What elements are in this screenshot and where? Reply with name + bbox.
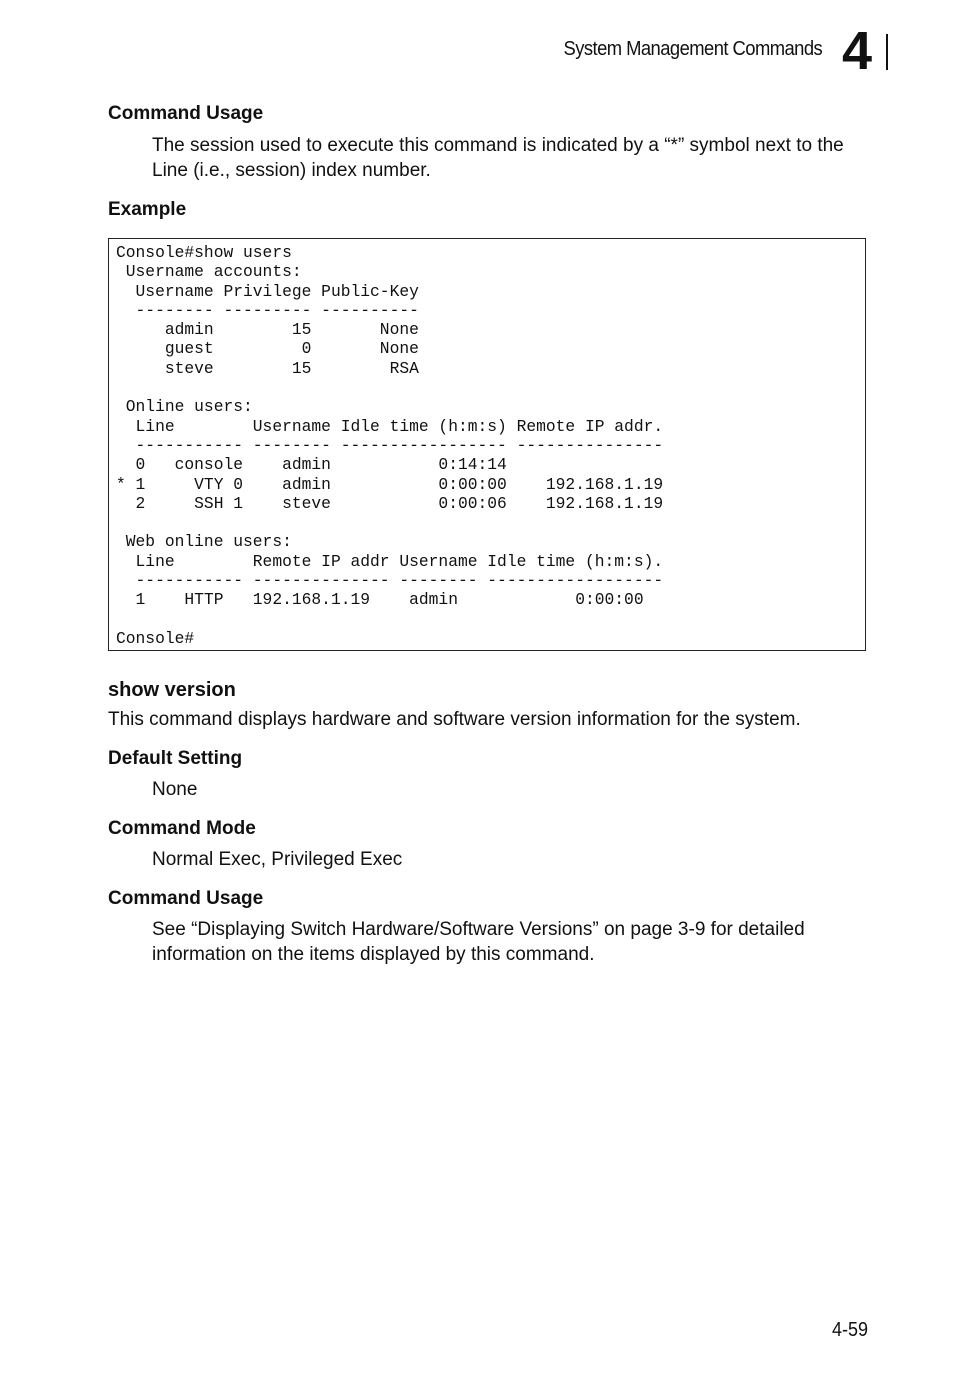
code-example-text: Console#show users Username accounts: Username Privilege Public-Key -------- --------- ---------- admin 15 None guest 0 None steve 15 RSA Online users: Line Username Idle time (h:m:s) Remote IP addr. ----------- -------- ----------------- --------------- 0 console admin 0:14:14 * 1 VTY 0 admin 0:00:00 192.168.1.19 2 SSH 1 steve 0:00:06 192.168.1.19 Web online users: Line Remote IP addr Username Idle time (h:m:s). ----------- -------------- -------- ------------------ 1 HTTP 192.168.1.19 admin 0:00:00 Console# <box>116 243 664 648</box>
command-usage-heading-2: Command Usage <box>108 888 264 909</box>
command-usage-heading: Command Usage <box>108 103 264 124</box>
chapter-rule-divider <box>886 34 888 70</box>
command-mode-value: Normal Exec, Privileged Exec <box>152 849 403 870</box>
default-setting-value: None <box>152 779 198 800</box>
command-mode-heading: Command Mode <box>108 818 256 839</box>
code-example-box <box>108 238 866 651</box>
command-usage-text: The session used to execute this command is indicated by a “*” symbol next to the Line (i.e., session) index number. <box>152 135 844 181</box>
running-header-title: System Management Commands <box>563 38 822 60</box>
command-usage-text-2: See “Displaying Switch Hardware/Software Versions” on page 3-9 for detailed information on the items displayed by this command. <box>152 919 805 965</box>
show-version-heading: show version <box>108 679 236 701</box>
chapter-number: 4 <box>842 21 871 81</box>
show-version-description: This command displays hardware and software version information for the system. <box>108 709 801 730</box>
default-setting-heading: Default Setting <box>108 748 243 769</box>
example-heading: Example <box>108 199 187 220</box>
page-number: 4-59 <box>831 1319 868 1341</box>
